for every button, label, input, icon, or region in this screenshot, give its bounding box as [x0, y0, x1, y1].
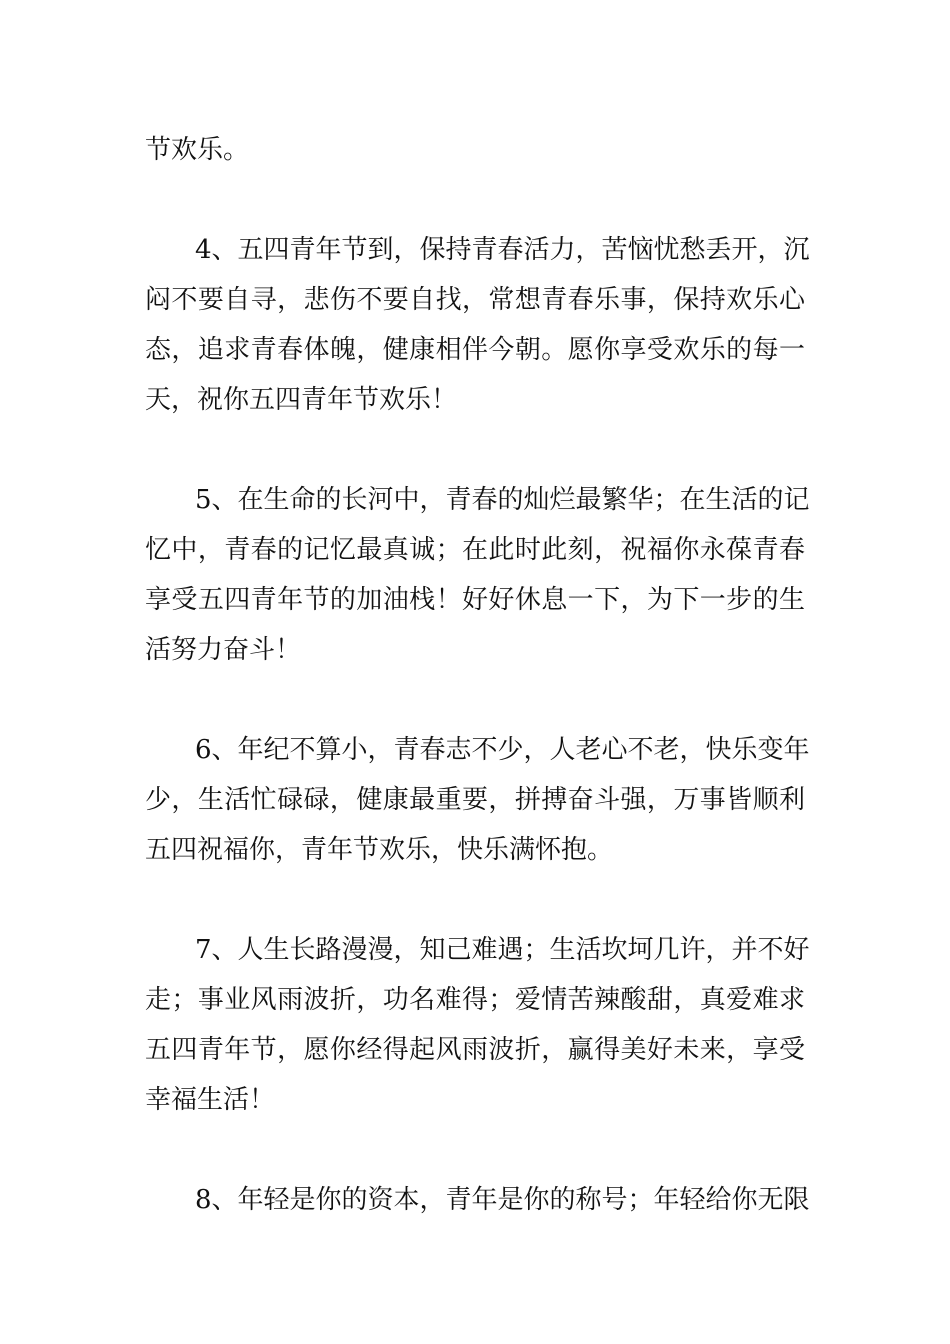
- paragraph-5-line-2: 忆中，青春的记忆最真诚；在此时此刻，祝福你永葆青春: [145, 535, 805, 565]
- paragraph-6-line-3: 五四祝福你，青年节欢乐，快乐满怀抱。: [145, 835, 614, 865]
- paragraph-4-line-2: 闷不要自寻，悲伤不要自找，常想青春乐事，保持欢乐心: [145, 285, 805, 315]
- paragraph-6-line-1: 6、年纪不算小，青春志不少，人老心不老，快乐变年: [195, 735, 810, 765]
- paragraph-7-line-1: 7、人生长路漫漫，知己难遇；生活坎坷几许，并不好: [195, 935, 810, 965]
- paragraph-8-line-1: 8、年轻是你的资本，青年是你的称号；年轻给你无限: [195, 1185, 810, 1215]
- paragraph-6-line-2: 少，生活忙碌碌，健康最重要，拼搏奋斗强，万事皆顺利: [145, 785, 805, 815]
- paragraph-4-line-1: 4、五四青年节到，保持青春活力，苦恼忧愁丢开，沉: [195, 235, 810, 265]
- paragraph-5-line-1: 5、在生命的长河中，青春的灿烂最繁华；在生活的记: [195, 485, 810, 515]
- paragraph-7-line-2: 走；事业风雨波折，功名难得；爱情苦辣酸甜，真爱难求: [145, 985, 805, 1015]
- paragraph-4-line-4: 天，祝你五四青年节欢乐！: [145, 385, 458, 415]
- text-line: 节欢乐。: [145, 135, 250, 165]
- paragraph-7-line-3: 五四青年节，愿你经得起风雨波折，赢得美好未来，享受: [145, 1035, 805, 1065]
- paragraph-4-line-3: 态，追求青春体魄，健康相伴今朝。愿你享受欢乐的每一: [145, 335, 805, 365]
- paragraph-5-line-3: 享受五四青年节的加油栈！好好休息一下，为下一步的生: [145, 585, 805, 615]
- paragraph-5-line-4: 活努力奋斗！: [145, 635, 302, 665]
- paragraph-7-line-4: 幸福生活！: [145, 1085, 276, 1115]
